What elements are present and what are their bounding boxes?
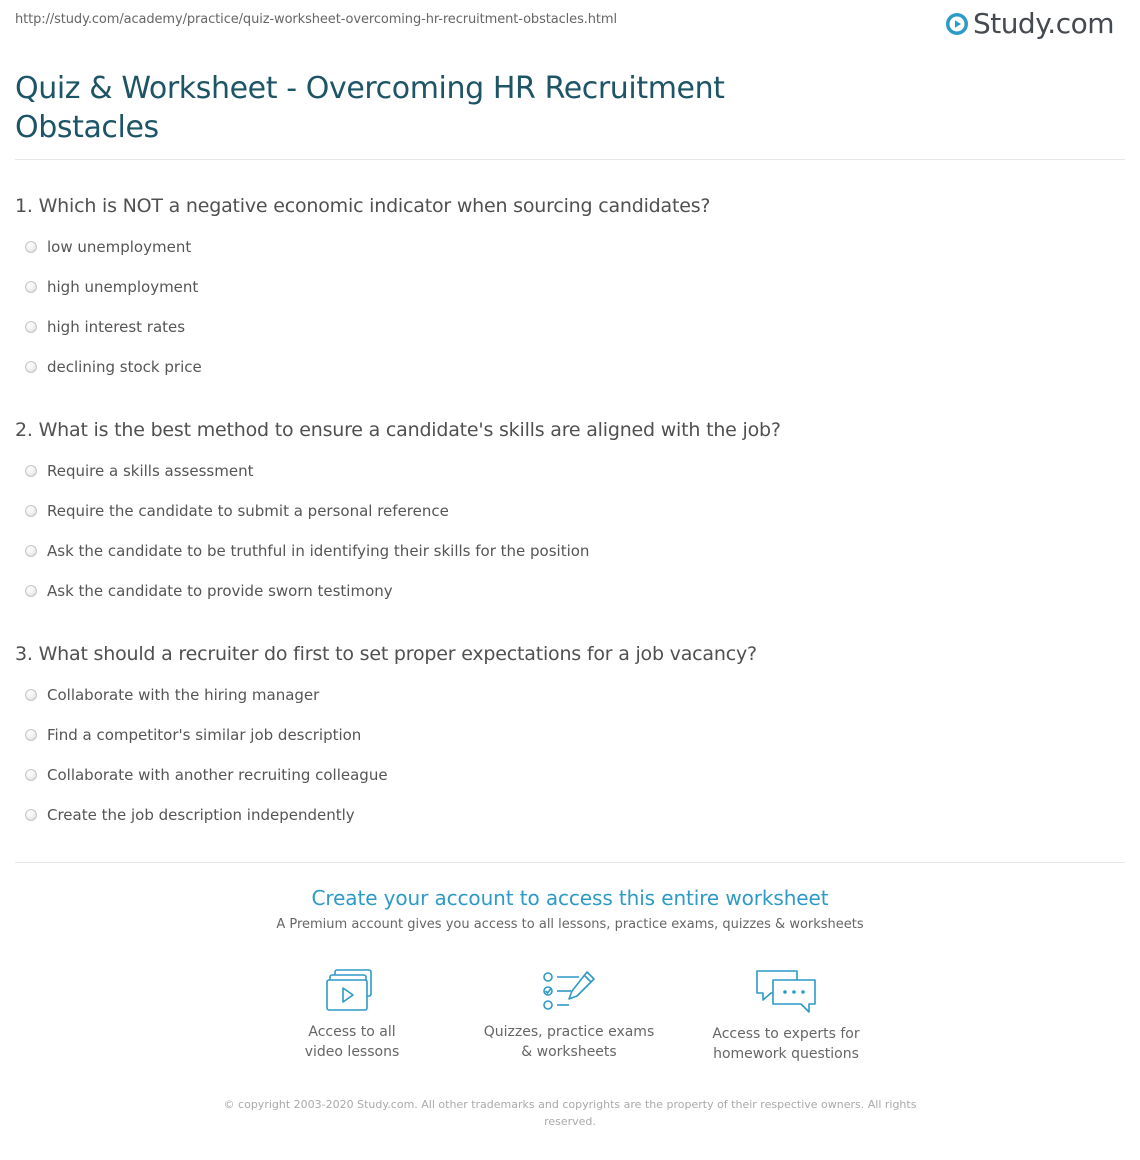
- answer-option[interactable]: [15, 795, 1115, 835]
- divider-bottom: [15, 862, 1125, 863]
- radio-button[interactable]: [25, 729, 37, 741]
- quiz-checklist-icon: [539, 968, 599, 1014]
- feature-label: [469, 1022, 669, 1062]
- answer-option[interactable]: [15, 451, 1115, 491]
- answer-option[interactable]: [15, 307, 1115, 347]
- answer-text: Ask the candidate to be truthful in identifying their skills for the position: [47, 542, 590, 560]
- radio-button[interactable]: [25, 585, 37, 597]
- footer-line-2: reserved.: [544, 1115, 596, 1128]
- radio-button[interactable]: [25, 241, 37, 253]
- footer-line-1: © copyright 2003-2020 Study.com. All other trademarks and copyrights are the property of their respective owners. All rights: [223, 1098, 917, 1111]
- top-bar: [0, 0, 1140, 50]
- divider-top: [15, 159, 1125, 160]
- create-account-link[interactable]: Create your account to access this entire worksheet: [311, 886, 829, 910]
- feature-line-2: & worksheets: [521, 1044, 617, 1060]
- answer-text: Create the job description independently: [47, 806, 355, 824]
- feature-line-2: homework questions: [713, 1046, 859, 1062]
- radio-button[interactable]: [25, 545, 37, 557]
- video-lessons-icon: [324, 968, 380, 1014]
- feature-line-1: Quizzes, practice exams: [483, 1024, 655, 1040]
- question-text: 3. What should a recruiter do first to set proper expectations for a job vacancy?: [15, 643, 757, 665]
- study-logo[interactable]: [945, 9, 1114, 39]
- answer-list: [15, 675, 1115, 835]
- answer-text: Collaborate with the hiring manager: [47, 686, 320, 704]
- question-1: [15, 194, 1115, 387]
- answer-option[interactable]: [15, 267, 1115, 307]
- chat-bubbles-icon: [754, 968, 818, 1016]
- feature-quizzes: [469, 968, 669, 1062]
- answer-text: high unemployment: [47, 278, 199, 296]
- feature-label: [686, 1024, 886, 1064]
- answer-list: [15, 227, 1115, 387]
- answer-text: Require a skills assessment: [47, 462, 254, 480]
- answer-option[interactable]: [15, 675, 1115, 715]
- answer-option[interactable]: [15, 755, 1115, 795]
- logo-text: Study.com: [972, 7, 1114, 40]
- answer-text: Ask the candidate to provide sworn testimony: [47, 582, 393, 600]
- answer-text: Require the candidate to submit a personal reference: [47, 502, 449, 520]
- page-url[interactable]: http://study.com/academy/practice/quiz-worksheet-overcoming-hr-recruitment-obstacles.html: [15, 12, 617, 27]
- play-circle-icon: [945, 12, 969, 36]
- copyright-footer: [210, 1096, 930, 1130]
- answer-text: Collaborate with another recruiting colleague: [47, 766, 388, 784]
- radio-button[interactable]: [25, 505, 37, 517]
- answer-option[interactable]: [15, 571, 1115, 611]
- answer-option[interactable]: [15, 347, 1115, 387]
- feature-line-1: Access to experts for: [712, 1026, 860, 1042]
- feature-video-lessons: [252, 968, 452, 1062]
- answer-list: [15, 451, 1115, 611]
- cta-subtitle: A Premium account gives you access to all lessons, practice exams, quizzes & worksheets: [276, 917, 864, 932]
- answer-option[interactable]: [15, 227, 1115, 267]
- answer-text: Find a competitor's similar job description: [47, 726, 362, 744]
- feature-experts: [686, 968, 886, 1064]
- answer-option[interactable]: [15, 531, 1115, 571]
- question-text: 1. Which is NOT a negative economic indicator when sourcing candidates?: [15, 195, 711, 217]
- radio-button[interactable]: [25, 769, 37, 781]
- question-text: 2. What is the best method to ensure a candidate's skills are aligned with the job?: [15, 419, 781, 441]
- radio-button[interactable]: [25, 465, 37, 477]
- answer-option[interactable]: [15, 491, 1115, 531]
- answer-option[interactable]: [15, 715, 1115, 755]
- title-line-2: Obstacles: [15, 110, 159, 145]
- answer-text: high interest rates: [47, 318, 186, 336]
- feature-line-2: video lessons: [304, 1044, 400, 1060]
- radio-button[interactable]: [25, 689, 37, 701]
- answer-text: low unemployment: [47, 238, 192, 256]
- answer-text: declining stock price: [47, 358, 202, 376]
- radio-button[interactable]: [25, 281, 37, 293]
- title-line-1: Quiz & Worksheet - Overcoming HR Recruitment: [15, 71, 725, 106]
- question-2: [15, 418, 1115, 611]
- feature-line-1: Access to all: [308, 1024, 396, 1040]
- question-3: [15, 642, 1115, 835]
- radio-button[interactable]: [25, 321, 37, 333]
- feature-label: [252, 1022, 452, 1062]
- radio-button[interactable]: [25, 361, 37, 373]
- page-title: [15, 69, 835, 147]
- radio-button[interactable]: [25, 809, 37, 821]
